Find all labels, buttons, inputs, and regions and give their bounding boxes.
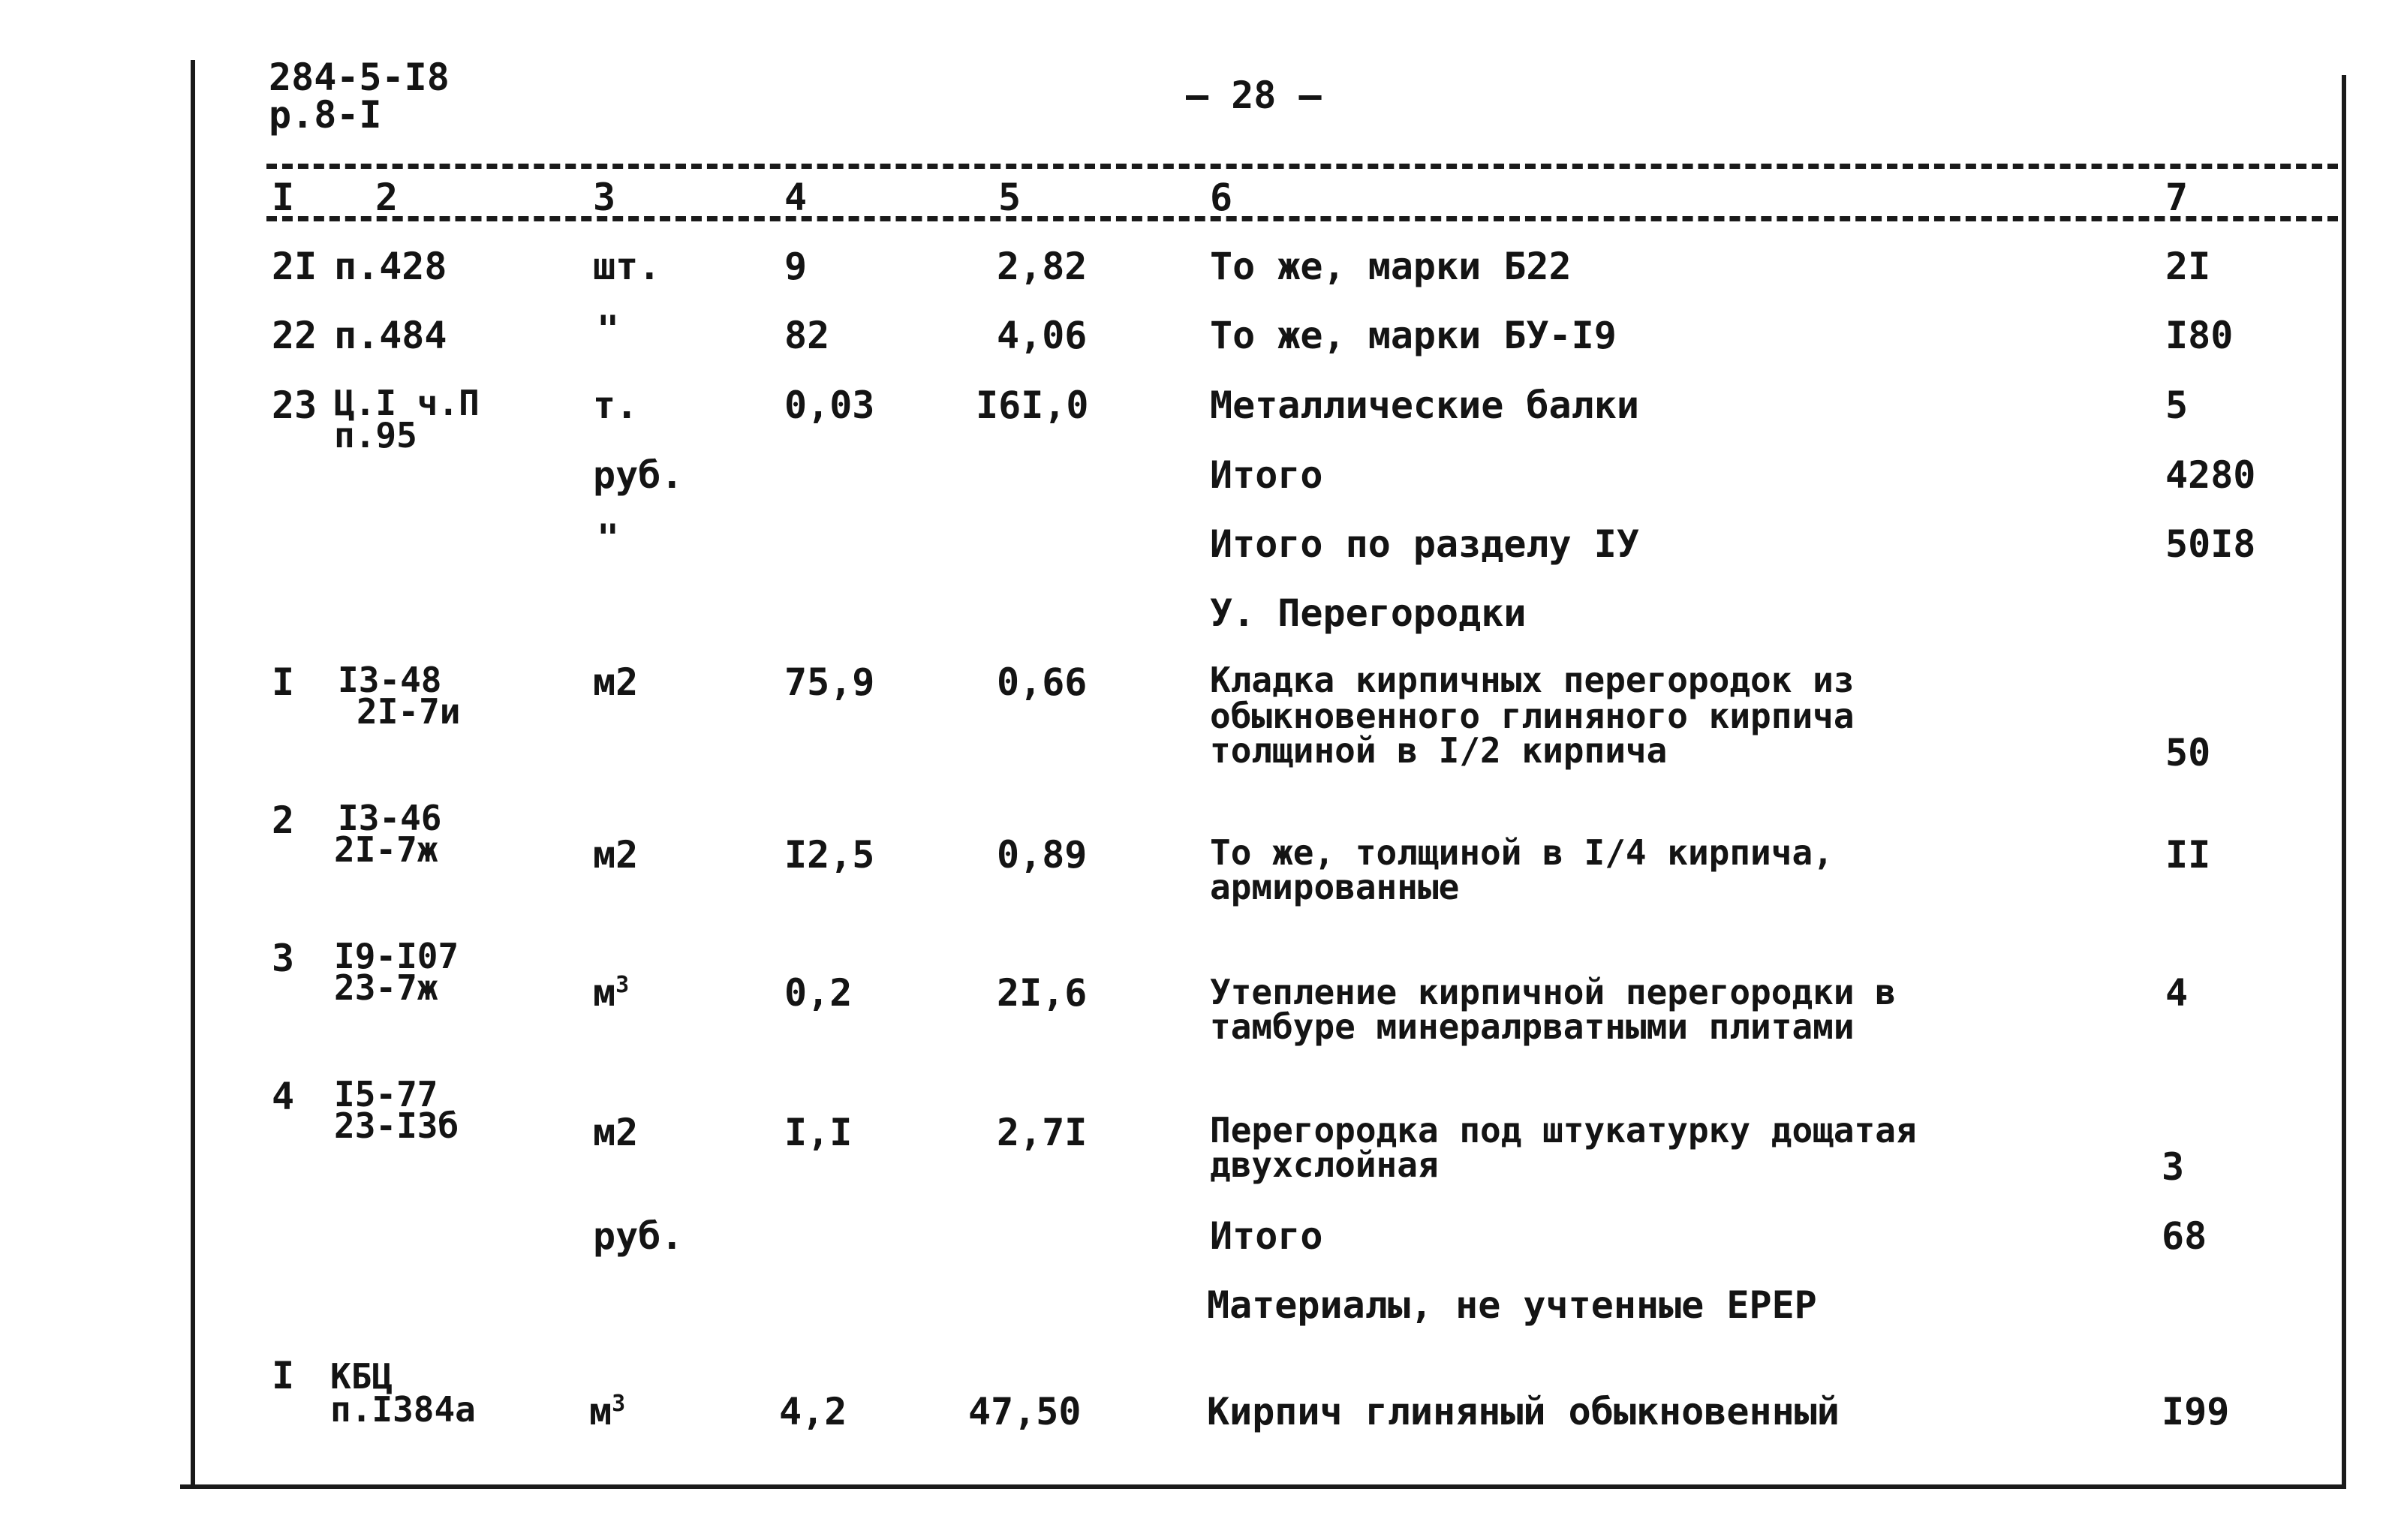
row-qty: 4,2 — [779, 1390, 847, 1433]
row-number: 3 — [272, 937, 295, 980]
row-description-line2: двухслойная — [1210, 1144, 1439, 1185]
row-total: 3 — [2162, 1145, 2185, 1189]
row-qty: 82 — [784, 314, 830, 357]
section-heading: У. Перегородки — [1210, 591, 1527, 635]
row-total: I99 — [2162, 1390, 2230, 1433]
row-unit: м2 — [593, 660, 639, 704]
row-code-line2: п.95 — [334, 415, 417, 456]
right-border — [2342, 75, 2346, 1486]
row-total: 4280 — [2165, 453, 2256, 497]
col-header-2: 2 — [375, 176, 399, 219]
row-qty: I,I — [784, 1111, 853, 1154]
row-code-line2: 23-I3б — [334, 1105, 459, 1146]
row-qty: 75,9 — [784, 660, 875, 704]
row-unit: $м^3$ — [589, 1390, 626, 1433]
row-total: 2I — [2165, 245, 2211, 288]
row-description-line2: обыкновенного глиняного кирпича — [1210, 696, 1855, 736]
row-code-line1: I3-48 — [338, 660, 442, 700]
col-header-3: 3 — [593, 176, 616, 219]
row-code-line2: 2I-7и — [357, 691, 461, 732]
row-price: 47,50 — [968, 1390, 1082, 1433]
row-total: 5 — [2165, 383, 2189, 427]
row-unit: руб. — [593, 453, 684, 497]
row-qty: 0,2 — [784, 971, 853, 1015]
row-description: То же, марки БУ-I9 — [1210, 314, 1617, 357]
row-unit: шт. — [593, 245, 661, 288]
row-description: Металлические балки — [1210, 383, 1639, 427]
row-description-line1: Перегородка под штукатурку дощатая — [1210, 1110, 1917, 1150]
row-price: 0,66 — [997, 660, 1088, 704]
row-code-line1: I3-46 — [338, 798, 442, 838]
row-description: Итого — [1210, 453, 1323, 497]
row-price: 2I,6 — [997, 971, 1088, 1015]
col-header-7: 7 — [2165, 176, 2189, 219]
row-code-line1: Ц.I ч.П — [334, 383, 480, 423]
row-code: п.428 — [334, 245, 447, 288]
row-price: 0,89 — [997, 833, 1088, 877]
row-qty: 9 — [784, 245, 808, 288]
row-total: 50I8 — [2165, 522, 2256, 566]
row-unit: " — [597, 308, 620, 351]
row-price: 4,06 — [997, 314, 1088, 357]
row-code-line1: I5-77 — [334, 1074, 438, 1114]
left-border — [191, 60, 195, 1486]
row-code-line2: 2I-7ж — [334, 829, 438, 870]
row-description: Итого по разделу IУ — [1210, 522, 1639, 566]
row-total: II — [2165, 833, 2211, 877]
row-code-line1: КБЦ — [330, 1356, 393, 1397]
bottom-border — [180, 1484, 2346, 1489]
row-total: 50 — [2165, 731, 2211, 775]
row-description-line2: армированные — [1210, 867, 1460, 907]
row-description-line3: толщиной в I/2 кирпича — [1210, 730, 1668, 771]
row-number: I — [272, 1354, 295, 1397]
row-qty: 0,03 — [784, 383, 875, 427]
row-code-line1: I9-I07 — [334, 936, 459, 976]
row-number: 2I — [272, 245, 317, 288]
col-header-4: 4 — [784, 176, 808, 219]
section-heading: Материалы, не учтенные ЕРЕР — [1207, 1283, 1817, 1327]
row-description: Кирпич глиняный обыкновенный — [1207, 1390, 1840, 1433]
row-unit: $м^3$ — [593, 971, 630, 1015]
col-header-1: I — [272, 176, 295, 219]
row-description: То же, марки Б22 — [1210, 245, 1572, 288]
row-description-line1: То же, толщиной в I/4 кирпича, — [1210, 832, 1834, 873]
row-description-line1: Кладка кирпичных перегородок из — [1210, 660, 1855, 700]
row-number: I — [272, 660, 295, 704]
row-description: Итого — [1210, 1214, 1323, 1258]
row-total: 4 — [2165, 971, 2189, 1015]
row-number: 22 — [272, 314, 317, 357]
row-price: 2,7I — [997, 1111, 1088, 1154]
row-unit: " — [597, 516, 620, 560]
unit-superscript: 3 — [612, 1391, 626, 1417]
page-number: — 28 — — [1186, 74, 1322, 117]
doc-code-line1: 284-5-I8 — [269, 56, 450, 99]
row-unit: м2 — [593, 1111, 639, 1154]
unit-superscript: 3 — [615, 972, 630, 998]
row-description-line2: тамбуре минералрватными плитами — [1210, 1006, 1855, 1047]
header-rule-top — [266, 164, 2338, 169]
row-total: 68 — [2162, 1214, 2207, 1258]
row-number: 2 — [272, 799, 295, 842]
row-price: 2,82 — [997, 245, 1088, 288]
row-total: I80 — [2165, 314, 2234, 357]
row-unit: м2 — [593, 833, 639, 877]
row-code: п.484 — [334, 314, 447, 357]
row-price: I6I,0 — [976, 383, 1089, 427]
doc-code-line2: р.8-I — [269, 93, 382, 137]
header-rule-bottom — [266, 216, 2338, 221]
row-number: 23 — [272, 383, 317, 427]
row-qty: I2,5 — [784, 833, 875, 877]
row-description-line1: Утепление кирпичной перегородки в — [1210, 972, 1896, 1012]
row-number: 4 — [272, 1075, 295, 1118]
row-code-line2: 23-7ж — [334, 967, 438, 1008]
col-header-5: 5 — [998, 176, 1021, 219]
row-unit: т. — [593, 383, 639, 427]
row-code-line2: п.I384а — [330, 1389, 476, 1430]
row-unit: руб. — [593, 1214, 684, 1258]
col-header-6: 6 — [1210, 176, 1233, 219]
